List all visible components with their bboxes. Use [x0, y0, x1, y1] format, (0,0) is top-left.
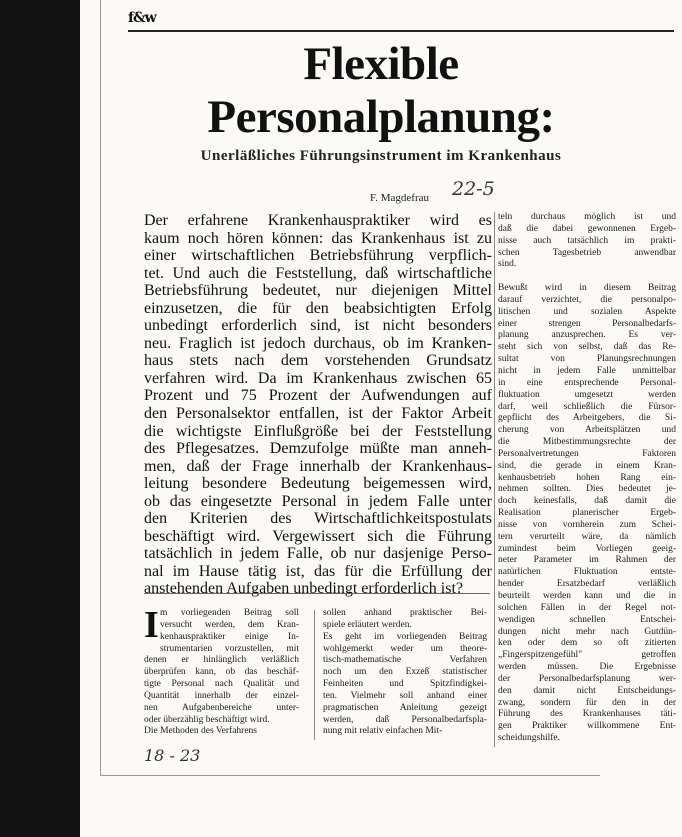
text-line: dungen nicht mehr nach Gutdün-: [498, 626, 676, 637]
text-line: nen Aufgabenbereiche unter-: [144, 702, 299, 713]
text-line: Es geht im vorliegenden Beitrag: [323, 631, 487, 642]
text-line: Bewußt wird in diesem Beitrag: [498, 283, 676, 294]
text-line: werden, daß Personalbedarfspla-: [323, 714, 487, 725]
text-line: schen Tagesbetrieb anwendbar: [498, 247, 676, 258]
text-line: werden müssen. Die Ergebnisse: [498, 662, 676, 673]
text-line: einer wirtschaftlichen Betriebsführung verpflich-: [144, 247, 492, 265]
text-line: nehmen sollten. Dies bedeutet je-: [498, 484, 676, 495]
text-line: Betriebsführung bedeutet, nur diejenigen Mittel: [144, 282, 492, 300]
section-rule: [144, 593, 490, 594]
text-line: darauf verzichtet, die personalpo-: [498, 294, 676, 305]
text-line: planung anzusprechen. Es ver-: [498, 330, 676, 341]
scan-border: [0, 0, 80, 837]
text-line: kenhausbetrieb hohen Rang ein-: [498, 472, 676, 483]
text-line: kenhauspraktiker einige In-: [160, 631, 299, 642]
text-line: tisch-mathematische Verfahren: [323, 655, 487, 666]
text-line: versucht werden, dem Kran-: [160, 619, 299, 630]
text-line: spiele erläutert werden.: [323, 619, 412, 630]
title-line-1: Flexible: [303, 38, 459, 90]
header-rule: [128, 30, 674, 32]
text-line: zwang, sondern für den in der: [498, 697, 676, 708]
text-line: m vorliegenden Beitrag soll: [160, 608, 299, 618]
text-line: den Kriterien des Wirtschaftlichkeitspostulats: [144, 510, 492, 528]
text-line: sind.: [498, 259, 517, 270]
text-line: steht sich von selbst, daß das Re-: [498, 342, 676, 353]
text-line: tet. Und auch die Feststellung, daß wirtschaftliche: [144, 264, 492, 282]
drop-cap: I: [144, 604, 159, 646]
intro-paragraph: [144, 212, 492, 598]
text-line: Realisation planerischer Ergeb-: [498, 508, 676, 519]
text-line: verfahren wird. Da im Krankenhaus zwischen 65: [144, 369, 492, 387]
text-line: teln durchaus möglich ist und: [498, 212, 676, 222]
text-line: „Fingerspitzengefühl" getroffen: [498, 650, 676, 661]
text-line: darf, weil schließlich die Fürsor-: [498, 401, 676, 412]
text-line: men, daß der Frage innerhalb der Krankenhaus-: [144, 457, 492, 475]
text-line: natürlichen Fluktuation entste-: [498, 567, 676, 578]
text-line: sind, die gerade in einem Kran-: [498, 460, 676, 471]
text-line: beschäftigt wird. Vergewissert sich die Führung: [144, 527, 492, 545]
text-line: die wichtigste Einflußgröße bei der Feststellung: [144, 422, 492, 440]
text-line: fluktuation umgesetzt werden: [498, 389, 676, 400]
text-line: ob das eingesetzte Personal in jedem Falle unter: [144, 492, 492, 510]
text-line: sultat von Planungsrechnungen: [498, 354, 676, 365]
text-line: Führung des Krankenhauses täti-: [498, 709, 676, 720]
title-line-2: Personalplanung:: [207, 91, 555, 143]
text-line: wendigen schnellen Entschei-: [498, 614, 676, 625]
text-line: einer strengen Personalbedarfs-: [498, 318, 676, 329]
text-line: der Personalbedarfsplanung wer-: [498, 673, 676, 684]
text-line: tigte Personal nach Qualität und: [144, 679, 299, 690]
article-title: [80, 38, 682, 144]
handwritten-page-range: 18 - 23: [144, 746, 201, 765]
text-line: tern verurteilt wäre, da nämlich: [498, 531, 676, 542]
text-line: haus stets nach dem vorstehenden Grundsatz: [144, 352, 492, 370]
text-line: ten. Vielmehr soll anhand einer: [323, 690, 487, 701]
author-byline: F. Magdefrau: [370, 192, 429, 204]
text-line: Feinheiten und Spitzfindigkei-: [323, 679, 487, 690]
text-line: gen Praktiker willkommene Ent-: [498, 721, 676, 732]
text-line: einzusetzen, die für den beabsichtigten Erfolg: [144, 299, 492, 317]
text-line: daß die dabei gewonnenen Ergeb-: [498, 223, 676, 234]
text-line: litischen und sozialen Aspekte: [498, 306, 676, 317]
body-column-2: [323, 608, 487, 738]
text-line: nisse von vornherein zum Schei-: [498, 519, 676, 530]
text-line: neu. Fraglich ist jedoch durchaus, ob im Kranken-: [144, 334, 492, 352]
text-line: anstehenden Aufgaben unbedingt erforderlich ist?: [144, 580, 463, 598]
body-column-1: [144, 604, 299, 738]
text-line: hender Ersatzbedarf verläßlich: [498, 579, 676, 590]
handwritten-note: 22-5: [452, 178, 495, 200]
text-line: zumindest beim Vorliegen geeig-: [498, 543, 676, 554]
text-line: gepflicht des Arbeitgebers, die Si-: [498, 413, 676, 424]
article-subtitle: Unerläßliches Führungsinstrument im Krankenhaus: [200, 148, 562, 164]
column-rule: [314, 610, 315, 740]
text-line: sollen anhand praktischer Bei-: [323, 608, 487, 618]
text-line: doch keinesfalls, daß damit die: [498, 496, 676, 507]
text-line: nisse auch tatsächlich im prakti-: [498, 235, 676, 246]
text-line: nung mit relativ einfachen Mit-: [323, 726, 443, 737]
text-line: wohlgemerkt weder um theore-: [323, 643, 487, 654]
text-line: die Mitbestimmungsrechte der: [498, 437, 676, 448]
text-line: Personalvertretungen Faktoren: [498, 448, 676, 459]
text-line: nicht in jedem Falle unmittelbar: [498, 365, 676, 376]
text-line: in eine entsprechende Personal-: [498, 377, 676, 388]
text-line: Die Methoden des Verfahrens: [144, 726, 257, 737]
text-line: leitung besondere Bedeutung beigemessen wird,: [144, 475, 492, 493]
text-line: [498, 271, 676, 283]
text-line: des Pflegesatzes. Demzufolge müßte man anneh-: [144, 440, 492, 458]
magazine-logo: f&w: [128, 10, 156, 26]
text-line: Der erfahrene Krankenhauspraktiker wird es: [144, 212, 492, 229]
text-line: den Personalsektor entfallen, ist der Faktor Arbeit: [144, 405, 492, 423]
text-line: denen er hinlänglich verläßlich: [144, 655, 299, 666]
text-line: pragmatischen Anleitung gezeigt: [323, 702, 487, 713]
text-line: cherung von Arbeitsplätzen und: [498, 425, 676, 436]
text-line: solchen Fällen in der Regel not-: [498, 602, 676, 613]
text-line: den damit nicht Entscheidungs-: [498, 685, 676, 696]
text-line: kaum noch hören können: das Krankenhaus ist zu: [144, 229, 492, 247]
text-line: neter Parameter im Rahmen der: [498, 555, 676, 566]
text-line: tatsächlich in jedem Falle, ob nur dasjenige Perso-: [144, 545, 492, 563]
text-line: Prozent und 75 Prozent der Aufwendungen auf: [144, 387, 492, 405]
text-line: beurteilt werden kann und die in: [498, 591, 676, 601]
text-line: ken oder dem so oft zitierten: [498, 638, 676, 649]
text-line: unbedingt erforderlich sind, ist nicht besonders: [144, 317, 492, 335]
text-line: Quantität innerhalb der einzel-: [144, 690, 299, 701]
magazine-page: [80, 0, 682, 837]
text-line: noch um den Exzeß statistischer: [323, 667, 487, 678]
column-rule: [494, 212, 495, 747]
text-line: scheidungshilfe.: [498, 733, 561, 744]
text-line: oder überzählig beschäftigt wird.: [144, 714, 270, 725]
body-column-3: [498, 212, 676, 745]
text-line: strumentarien vorzustellen, mit: [160, 643, 299, 654]
frame-line-horizontal: [100, 775, 600, 776]
text-line: überprüfen kann, ob das beschäf-: [144, 667, 299, 678]
text-line: nal im Hause tätig ist, das für die Erfüllung der: [144, 562, 492, 580]
